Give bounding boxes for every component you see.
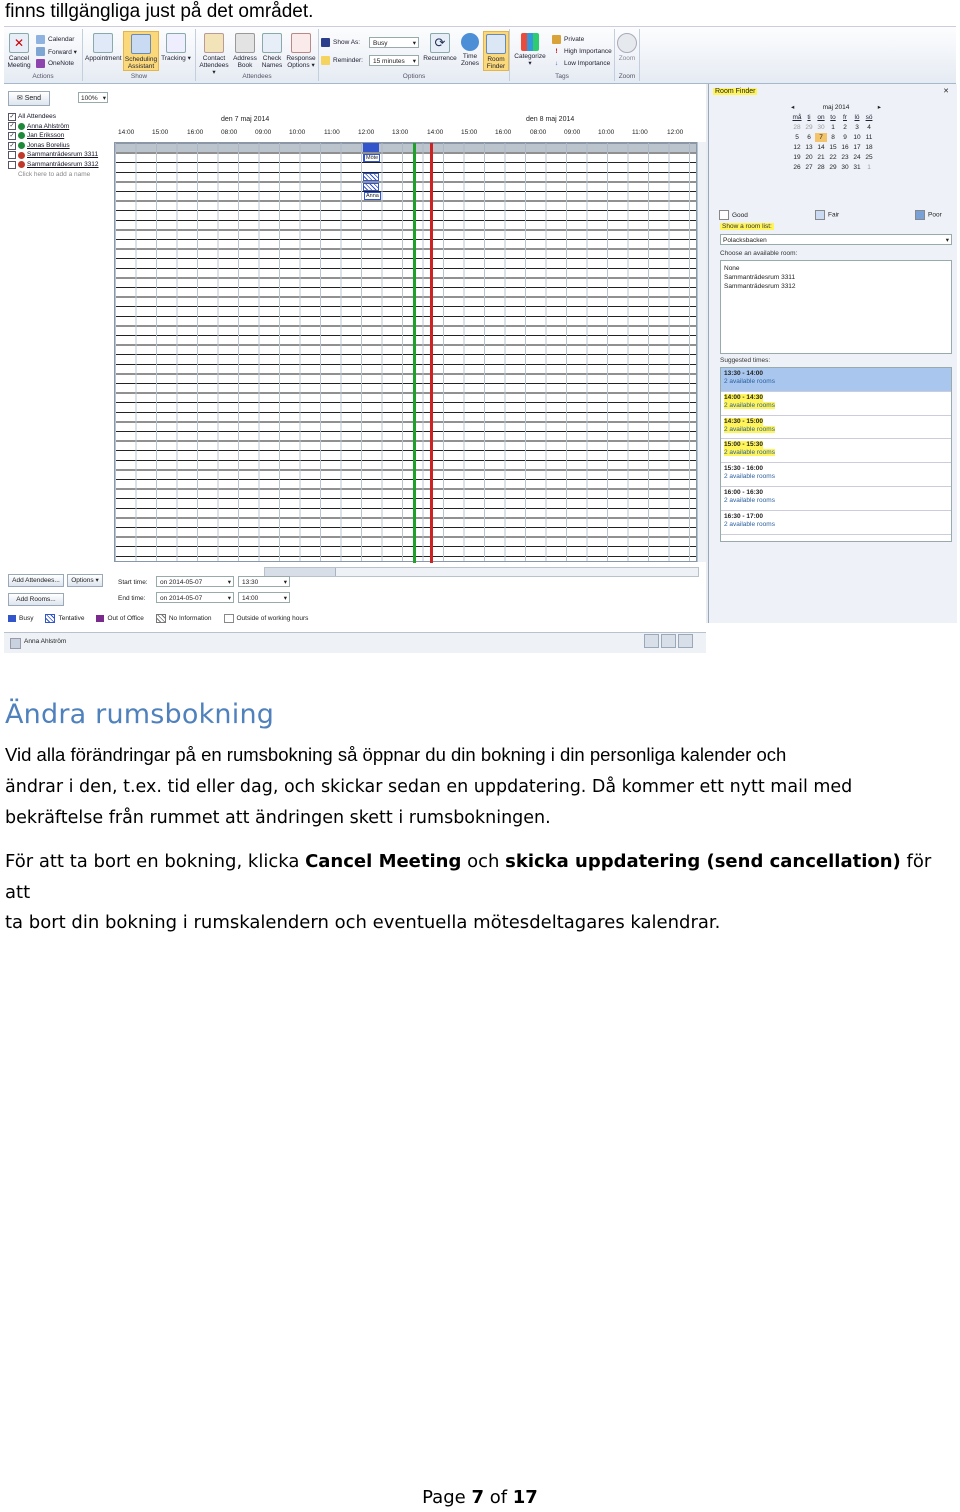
categorize-icon bbox=[521, 33, 539, 51]
fair-swatch bbox=[815, 210, 825, 220]
weekday-label: on bbox=[817, 114, 825, 121]
calendar-day[interactable]: 7 bbox=[815, 133, 827, 142]
group-label-zoom: Zoom bbox=[618, 73, 636, 80]
hour-label: 09:00 bbox=[564, 129, 581, 136]
page-footer bbox=[0, 1486, 960, 1510]
attendee-row[interactable] bbox=[8, 160, 112, 170]
bell-icon bbox=[321, 56, 330, 65]
chevron-down-icon: ▾ bbox=[945, 237, 949, 244]
suggested-times-list bbox=[720, 367, 952, 542]
calendar-day[interactable]: 13 bbox=[805, 144, 813, 151]
high-importance-button[interactable]: ! High Importance bbox=[552, 47, 612, 56]
out-of-office-swatch bbox=[96, 615, 104, 622]
attendee-checkbox[interactable]: ✓ bbox=[9, 123, 15, 130]
current-page: 7 bbox=[471, 1487, 484, 1508]
calendar-day[interactable]: 30 bbox=[817, 124, 825, 131]
room-finder-title: Room Finder ✕ bbox=[713, 86, 953, 98]
attendee-name: Sammanträdesrum 3311 bbox=[27, 151, 99, 159]
calendar-day[interactable]: 21 bbox=[817, 154, 825, 161]
slot-time: 15:00 - 15:30 bbox=[724, 441, 764, 449]
check-names-icon bbox=[262, 33, 282, 53]
attendee-status-icon bbox=[18, 123, 25, 130]
busy-label: Anna bbox=[366, 193, 379, 199]
private-button[interactable]: Private bbox=[552, 35, 584, 44]
show-as-icon bbox=[321, 38, 330, 47]
ribbon-group-options bbox=[319, 29, 510, 81]
zoom-select[interactable]: 100% ▾ bbox=[78, 92, 108, 103]
lock-icon bbox=[552, 35, 561, 44]
forward-button[interactable]: Forward ▾ bbox=[36, 47, 77, 56]
no-information-swatch bbox=[156, 614, 166, 623]
hour-label: 12:00 bbox=[358, 129, 375, 136]
start-time-label: Start time: bbox=[118, 579, 148, 586]
response-options-button[interactable]: Response Options ▾ bbox=[286, 33, 316, 69]
room-option[interactable]: None bbox=[724, 265, 740, 272]
slot-rooms bbox=[724, 378, 948, 386]
good-swatch bbox=[719, 210, 729, 220]
low-importance-button[interactable]: ↓ Low Importance bbox=[552, 59, 610, 68]
attendee-name: Click here to add a name bbox=[18, 170, 91, 178]
attendee-checkbox[interactable]: ✓ bbox=[9, 113, 15, 120]
ribbon-group-attendees bbox=[196, 29, 319, 81]
para2-line2: ta bort din bokning i rumskalendern och eventuella mötesdeltagares kalendrar. bbox=[5, 912, 721, 933]
tracking-button[interactable]: Tracking ▾ bbox=[161, 33, 191, 62]
hour-label: 16:00 bbox=[495, 129, 512, 136]
meeting-block[interactable] bbox=[363, 143, 379, 152]
categorize-button[interactable]: Categorize ▾ bbox=[512, 33, 548, 67]
slot-time: 16:00 - 16:30 bbox=[724, 488, 764, 496]
appointment-icon bbox=[93, 33, 113, 53]
check-names-button[interactable]: Check Names bbox=[260, 33, 284, 69]
poor-swatch bbox=[915, 210, 925, 220]
calendar-day[interactable]: 1 bbox=[867, 164, 871, 171]
weekday-label: to bbox=[830, 114, 836, 121]
hour-label: 08:00 bbox=[221, 129, 238, 136]
chevron-down-icon: ▾ bbox=[227, 579, 231, 586]
meeting-start-line[interactable] bbox=[413, 143, 416, 563]
room-option[interactable]: Sammanträdesrum 3311 bbox=[724, 274, 796, 281]
mini-calendar bbox=[791, 102, 881, 172]
attendee-checkbox[interactable] bbox=[8, 151, 16, 159]
vertical-scrollbar[interactable] bbox=[697, 142, 706, 562]
weekday-label: må bbox=[792, 114, 802, 121]
hour-label: 10:00 bbox=[598, 129, 615, 136]
send-cancellation-term: skicka uppdatering (send cancellation) bbox=[505, 851, 901, 872]
choose-room-label: Choose an available room: bbox=[720, 250, 798, 257]
calendar-day[interactable]: 2 bbox=[843, 124, 847, 131]
onenote-icon bbox=[36, 59, 45, 68]
slot-rooms-text: 2 available rooms bbox=[724, 401, 775, 409]
weekday-label: fr bbox=[843, 114, 847, 121]
calendar-day[interactable]: 29 bbox=[805, 124, 813, 131]
slot-rooms bbox=[724, 402, 948, 410]
room-list-label: Show a room list: bbox=[722, 223, 772, 230]
available-rooms-list[interactable] bbox=[720, 260, 952, 354]
appointment-button[interactable]: Appointment bbox=[85, 33, 121, 62]
calendar-day[interactable]: 6 bbox=[807, 134, 811, 141]
calendar-day[interactable]: 1 bbox=[831, 124, 835, 131]
hour-label: 15:00 bbox=[152, 129, 169, 136]
status-user-name: Anna Ahlström bbox=[24, 638, 67, 645]
room-finder-button[interactable]: Room Finder bbox=[483, 31, 509, 71]
user-icon bbox=[10, 638, 21, 649]
calendar-day[interactable]: 24 bbox=[853, 154, 861, 161]
room-finder-icon bbox=[486, 34, 506, 54]
time-zones-button[interactable]: Time Zones bbox=[459, 33, 481, 67]
ribbon-group-show bbox=[83, 29, 196, 81]
continued-text: finns tillgängliga just på det området. bbox=[5, 1, 314, 22]
attendee-status-icon bbox=[18, 142, 25, 149]
attendee-status-icon bbox=[18, 161, 25, 168]
reminder-label: Reminder: bbox=[321, 56, 363, 65]
total-pages: 17 bbox=[512, 1487, 538, 1508]
meeting-end-line[interactable] bbox=[430, 143, 433, 563]
group-label-tags: Tags bbox=[555, 73, 569, 80]
suggested-times-label: Suggested times: bbox=[720, 357, 771, 364]
end-time-label: End time: bbox=[118, 595, 146, 602]
scheduling-assistant-button[interactable]: Scheduling Assistant bbox=[123, 31, 159, 71]
ribbon-group-actions bbox=[4, 29, 83, 81]
send-button[interactable]: ✉ Send bbox=[8, 91, 50, 106]
response-options-icon bbox=[291, 33, 311, 53]
hour-label: 13:00 bbox=[392, 129, 409, 136]
address-book-icon bbox=[235, 33, 255, 53]
suggested-time-slot[interactable] bbox=[721, 416, 951, 440]
section-heading: Ändra rumsbokning bbox=[5, 699, 275, 730]
end-time-field[interactable]: 14:00 ▾ bbox=[238, 592, 290, 603]
attendee-status-icon bbox=[18, 152, 25, 159]
slot-rooms-text: 2 available rooms bbox=[724, 520, 775, 528]
para1-line1: Vid alla förändringar på en rumsbokning så öppnar du din bokning i din personliga kalender och bbox=[5, 744, 787, 765]
outside-hours-swatch bbox=[224, 614, 234, 623]
suggested-time-slot[interactable] bbox=[721, 487, 951, 511]
busy-block bbox=[363, 183, 379, 191]
calendar-day[interactable]: 31 bbox=[853, 164, 861, 171]
calendar-day[interactable]: 20 bbox=[805, 154, 813, 161]
people-pane-buttons bbox=[644, 634, 693, 648]
calendar-day[interactable]: 15 bbox=[829, 144, 837, 151]
footer-text: of bbox=[483, 1487, 513, 1508]
calendar-day[interactable]: 22 bbox=[829, 154, 837, 161]
calendar-day[interactable]: 28 bbox=[817, 164, 825, 171]
calendar-day[interactable]: 19 bbox=[793, 154, 801, 161]
paragraph-change-booking bbox=[5, 740, 955, 834]
contact-attendees-icon bbox=[204, 33, 224, 53]
add-attendees-button[interactable]: Add Attendees... bbox=[8, 574, 64, 587]
suggested-time-slot[interactable] bbox=[721, 392, 951, 416]
hour-label: 10:00 bbox=[289, 129, 306, 136]
calendar-icon bbox=[36, 35, 45, 44]
room-list-select[interactable]: Polacksbacken ▾ bbox=[720, 234, 952, 245]
weekday-label: sö bbox=[865, 114, 873, 121]
group-label-options: Options bbox=[402, 73, 426, 80]
slot-rooms-text: 2 available rooms bbox=[724, 449, 775, 457]
slot-rooms bbox=[724, 497, 948, 505]
calendar-day[interactable]: 17 bbox=[853, 144, 861, 151]
calendar-day[interactable]: 26 bbox=[793, 164, 801, 171]
chevron-down-icon: ▾ bbox=[412, 40, 416, 47]
calendar-day[interactable]: 3 bbox=[855, 124, 859, 131]
arrow-down-icon: ↓ bbox=[554, 60, 559, 67]
slot-rooms-text: 2 available rooms bbox=[724, 378, 775, 385]
group-label-attendees: Attendees bbox=[242, 73, 272, 80]
calendar-day[interactable]: 14 bbox=[817, 144, 825, 151]
attendee-name: Jan Eriksson bbox=[27, 132, 65, 140]
cancel-meeting-term: Cancel Meeting bbox=[305, 851, 462, 872]
ribbon-group-zoom bbox=[615, 29, 640, 81]
calendar-button[interactable]: Calendar bbox=[36, 35, 74, 44]
slot-rooms bbox=[724, 449, 948, 457]
calendar-day[interactable]: 16 bbox=[841, 144, 849, 151]
scheduling-assistant-icon bbox=[131, 34, 151, 54]
footer-text: Page bbox=[422, 1487, 472, 1508]
contact-attendees-button[interactable]: Contact Attendees ▾ bbox=[198, 33, 230, 76]
reminder-select[interactable]: 15 minutes ▾ bbox=[369, 55, 419, 66]
close-icon[interactable]: ✕ bbox=[943, 88, 949, 95]
send-icon: ✉ bbox=[16, 95, 25, 102]
recurrence-button[interactable]: ⟳ Recurrence bbox=[423, 35, 457, 62]
outlook-screenshot bbox=[4, 26, 956, 645]
suggested-time-slot[interactable] bbox=[721, 368, 951, 392]
chevron-left-icon[interactable]: ◂ bbox=[791, 104, 795, 111]
date-label: den 7 maj 2014 bbox=[221, 116, 270, 123]
address-book-button[interactable]: Address Book bbox=[232, 33, 258, 69]
quality-fair: Fair bbox=[815, 210, 839, 220]
busy-block bbox=[363, 173, 379, 181]
attendee-row[interactable] bbox=[8, 150, 112, 160]
tentative-swatch bbox=[45, 614, 55, 623]
hour-label: 11:00 bbox=[324, 129, 340, 136]
attendee-name: Jonas Borelius bbox=[27, 141, 70, 149]
slot-rooms bbox=[724, 521, 948, 529]
calendar-day[interactable]: 4 bbox=[867, 124, 871, 131]
availability-legend bbox=[719, 210, 951, 220]
weekday-label: lö bbox=[854, 114, 860, 121]
para2-text: För att ta bort en bokning, klicka bbox=[5, 851, 306, 872]
attendee-checkbox[interactable]: ✓ bbox=[9, 142, 15, 149]
chevron-down-icon: ▾ bbox=[412, 58, 416, 65]
calendar-day[interactable]: 12 bbox=[793, 144, 801, 151]
slot-time: 14:30 - 15:00 bbox=[724, 417, 764, 425]
options-button[interactable]: Options ▾ bbox=[67, 574, 103, 587]
calendar-day[interactable]: 8 bbox=[831, 134, 835, 141]
legend-outside-working-hours: Outside of working hours bbox=[224, 614, 309, 623]
attendee-list bbox=[8, 112, 112, 179]
para1-line2: ändrar i den, t.ex. tid eller dag, och skickar sedan en uppdatering. Då kommer ett nytt mail med bbox=[5, 776, 853, 797]
attendee-name: Anna Ahlström bbox=[27, 122, 70, 130]
person-icon[interactable] bbox=[644, 634, 659, 648]
group-label-actions: Actions bbox=[32, 73, 54, 80]
calendar-day[interactable]: 18 bbox=[865, 144, 873, 151]
add-rooms-button[interactable]: Add Rooms... bbox=[8, 593, 64, 606]
hour-label: 08:00 bbox=[530, 129, 547, 136]
ribbon-group-tags bbox=[510, 29, 615, 81]
onenote-button[interactable]: OneNote bbox=[36, 59, 74, 68]
legend-tentative: Tentative bbox=[45, 614, 84, 623]
start-time-field[interactable]: 13:30 ▾ bbox=[238, 576, 290, 587]
calendar-day[interactable]: 29 bbox=[829, 164, 837, 171]
weekday-label: ti bbox=[807, 114, 811, 121]
attendee-row[interactable] bbox=[8, 141, 112, 151]
attendee-row[interactable] bbox=[8, 131, 112, 141]
room-finder-panel bbox=[708, 84, 957, 623]
chevron-down-icon: ▾ bbox=[102, 95, 106, 102]
show-as-select[interactable]: Busy ▾ bbox=[369, 37, 419, 48]
slot-rooms bbox=[724, 473, 948, 481]
forward-icon bbox=[36, 47, 45, 56]
person-icon[interactable] bbox=[661, 634, 676, 648]
busy-label: Möte bbox=[366, 155, 379, 161]
slot-rooms bbox=[724, 426, 948, 434]
suggested-time-slot[interactable] bbox=[721, 511, 951, 535]
paragraph-cancel-booking bbox=[5, 847, 955, 939]
scrollbar-thumb[interactable] bbox=[265, 568, 336, 576]
hour-label: 16:00 bbox=[187, 129, 204, 136]
attendee-checkbox[interactable]: ✓ bbox=[9, 132, 15, 139]
all-attendees-row bbox=[115, 143, 696, 152]
chevron-down-icon: ▾ bbox=[283, 595, 287, 602]
para1-line3: bekräftelse från rummet att ändringen skett i rumsbokningen. bbox=[5, 808, 551, 828]
calendar-grid bbox=[791, 113, 881, 172]
calendar-day[interactable]: 30 bbox=[841, 164, 849, 171]
calendar-day[interactable]: 27 bbox=[805, 164, 813, 171]
quality-good: Good bbox=[719, 212, 748, 219]
attendee-checkbox[interactable] bbox=[8, 161, 16, 169]
slot-rooms-text: 2 available rooms bbox=[724, 496, 775, 504]
hour-label: 15:00 bbox=[461, 129, 478, 136]
hour-label: 12:00 bbox=[667, 129, 684, 136]
para2-text: och bbox=[461, 851, 506, 872]
busy-swatch bbox=[8, 615, 16, 622]
ribbon bbox=[4, 27, 956, 84]
legend-out-of-office: Out of Office bbox=[96, 615, 143, 622]
legend-busy: Busy bbox=[8, 615, 33, 622]
start-date-field[interactable]: on 2014-05-07 ▾ bbox=[156, 576, 234, 587]
zoom-button[interactable]: Zoom bbox=[617, 33, 637, 62]
scheduling-panel bbox=[4, 84, 706, 645]
globe-icon bbox=[461, 33, 479, 51]
slot-time: 15:30 - 16:00 bbox=[724, 465, 764, 473]
timeline-header bbox=[114, 112, 697, 142]
suggested-time-slot[interactable] bbox=[721, 439, 951, 463]
cancel-meeting-button[interactable]: ✕ Cancel Meeting bbox=[6, 33, 32, 69]
hour-label: 14:00 bbox=[427, 129, 444, 136]
slot-rooms-text: 2 available rooms bbox=[724, 425, 775, 433]
status-bar bbox=[4, 632, 706, 653]
attendee-row[interactable] bbox=[8, 122, 112, 132]
date-label: den 8 maj 2014 bbox=[526, 116, 575, 123]
suggested-time-slot[interactable] bbox=[721, 463, 951, 487]
slot-rooms-text: 2 available rooms bbox=[724, 473, 775, 481]
magnifier-icon bbox=[617, 33, 637, 53]
end-date-field[interactable]: on 2014-05-07 ▾ bbox=[156, 592, 234, 603]
room-option[interactable]: Sammanträdesrum 3312 bbox=[724, 283, 796, 290]
chevron-right-icon[interactable]: ▸ bbox=[877, 104, 881, 111]
calendar-day[interactable]: 11 bbox=[865, 134, 873, 141]
hour-label: 14:00 bbox=[118, 129, 135, 136]
cancel-meeting-icon: ✕ bbox=[9, 33, 29, 53]
person-icon[interactable] bbox=[678, 634, 693, 648]
slot-time: 16:30 - 17:00 bbox=[724, 512, 764, 520]
calendar-day[interactable]: 5 bbox=[795, 134, 799, 141]
calendar-day[interactable]: 28 bbox=[793, 124, 801, 131]
hour-label: 09:00 bbox=[255, 129, 272, 136]
slot-time: 14:00 - 14:30 bbox=[724, 393, 764, 401]
group-label-show: Show bbox=[130, 73, 148, 80]
calendar-header: ◂ maj 2014 ▸ bbox=[791, 104, 881, 111]
calendar-day[interactable]: 25 bbox=[865, 154, 873, 161]
chevron-down-icon: ▾ bbox=[283, 579, 287, 586]
legend bbox=[8, 614, 308, 623]
chevron-down-icon: ▾ bbox=[227, 595, 231, 602]
attendee-row[interactable] bbox=[8, 112, 112, 122]
add-name-field[interactable] bbox=[8, 170, 112, 180]
tracking-icon bbox=[166, 33, 186, 53]
attendee-name: All Attendees bbox=[18, 113, 56, 120]
slot-time: 13:30 - 14:00 bbox=[724, 370, 764, 377]
hour-label: 11:00 bbox=[632, 129, 648, 136]
calendar-day[interactable]: 10 bbox=[853, 134, 861, 141]
horizontal-scrollbar[interactable] bbox=[264, 567, 699, 577]
quality-poor: Poor bbox=[915, 210, 942, 220]
free-busy-grid[interactable] bbox=[114, 142, 697, 562]
calendar-day[interactable]: 23 bbox=[841, 154, 849, 161]
attendee-status-icon bbox=[18, 132, 25, 139]
recurrence-icon: ⟳ bbox=[430, 33, 450, 53]
show-as-label: Show As: bbox=[321, 38, 360, 47]
exclamation-icon: ! bbox=[555, 48, 558, 55]
calendar-day[interactable]: 9 bbox=[843, 134, 847, 141]
legend-no-information: No Information bbox=[156, 614, 212, 623]
para2-text: för att bbox=[5, 851, 932, 903]
attendee-name: Sammanträdesrum 3312 bbox=[27, 160, 99, 168]
